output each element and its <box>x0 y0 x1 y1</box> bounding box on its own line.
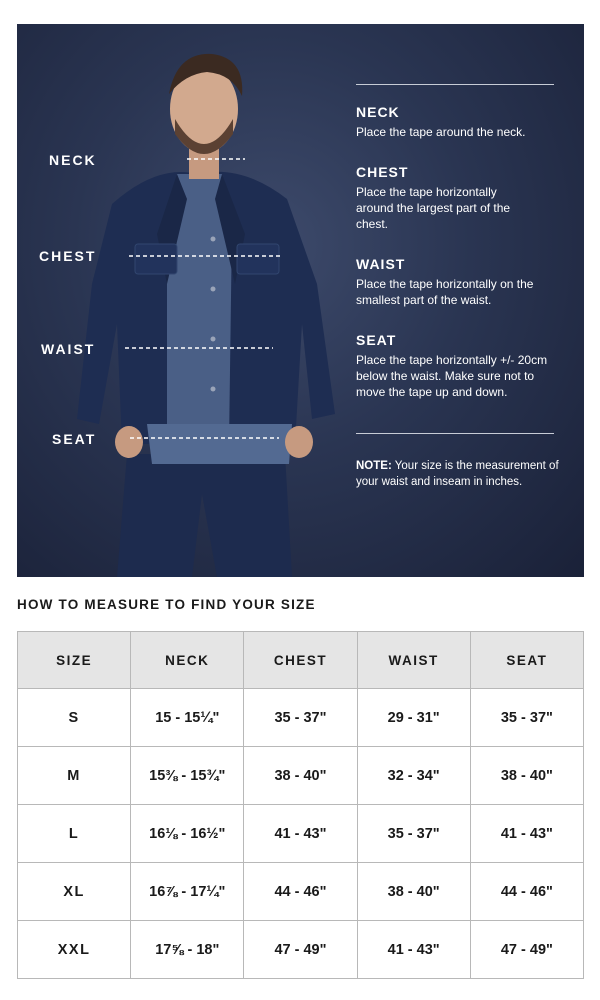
instruction-text: Place the tape horizontally around the largest part of the chest. <box>356 185 511 231</box>
table-row <box>18 805 584 863</box>
instruction-waist <box>356 256 546 308</box>
cell-waist: 35 - 37" <box>357 805 470 863</box>
divider-top <box>356 84 554 85</box>
table-row <box>18 747 584 805</box>
cell-chest: 44 - 46" <box>244 863 357 921</box>
header-size: SIZE <box>18 632 131 689</box>
note-label: NOTE: <box>356 460 392 472</box>
size-chart-table <box>17 631 584 979</box>
cell-chest: 47 - 49" <box>244 921 357 979</box>
cell-waist: 38 - 40" <box>357 863 470 921</box>
cell-seat: 38 - 40" <box>470 747 583 805</box>
seat-label: SEAT <box>52 431 97 447</box>
model-figure-illustration <box>17 24 357 577</box>
cell-seat: 47 - 49" <box>470 921 583 979</box>
cell-waist: 41 - 43" <box>357 921 470 979</box>
instruction-neck <box>356 104 561 140</box>
instruction-seat <box>356 332 551 400</box>
cell-neck: 15⅜ - 15¾" <box>131 747 244 805</box>
cell-waist: 32 - 34" <box>357 747 470 805</box>
chest-label: CHEST <box>39 248 97 264</box>
divider-bottom <box>356 433 554 434</box>
instruction-text: Place the tape horizontally +/- 20cm below the waist. Make sure not to move the tape up and down. <box>356 353 548 399</box>
cell-neck: 16⅞ - 17¼" <box>131 863 244 921</box>
size-note <box>356 458 566 490</box>
cell-chest: 35 - 37" <box>244 689 357 747</box>
cell-waist: 29 - 31" <box>357 689 470 747</box>
instruction-chest <box>356 164 531 232</box>
section-heading: HOW TO MEASURE TO FIND YOUR SIZE <box>17 597 316 612</box>
note-text: Your size is the measurement of your waist and inseam in inches. <box>356 460 559 488</box>
cell-seat: 35 - 37" <box>470 689 583 747</box>
cell-size: XXL <box>18 921 131 979</box>
cell-seat: 41 - 43" <box>470 805 583 863</box>
cell-seat: 44 - 46" <box>470 863 583 921</box>
cell-neck: 16⅛ - 16½" <box>131 805 244 863</box>
table-header-row <box>18 632 584 689</box>
table-row <box>18 689 584 747</box>
table-row <box>18 921 584 979</box>
cell-size: M <box>18 747 131 805</box>
measurement-guide-panel <box>17 24 584 577</box>
waist-label: WAIST <box>41 341 96 357</box>
header-neck: NECK <box>131 632 244 689</box>
instruction-text: Place the tape horizontally on the smallest part of the waist. <box>356 277 534 307</box>
header-seat: SEAT <box>470 632 583 689</box>
header-chest: CHEST <box>244 632 357 689</box>
neck-label: NECK <box>49 152 97 168</box>
header-waist: WAIST <box>357 632 470 689</box>
cell-neck: 15 - 15¼" <box>131 689 244 747</box>
instruction-text: Place the tape around the neck. <box>356 125 526 139</box>
table-row <box>18 863 584 921</box>
cell-size: XL <box>18 863 131 921</box>
cell-neck: 17⅝ - 18" <box>131 921 244 979</box>
instruction-title: WAIST <box>356 256 406 272</box>
cell-size: L <box>18 805 131 863</box>
instruction-title: CHEST <box>356 164 409 180</box>
cell-chest: 41 - 43" <box>244 805 357 863</box>
cell-size: S <box>18 689 131 747</box>
instruction-title: SEAT <box>356 332 397 348</box>
instruction-title: NECK <box>356 104 400 120</box>
cell-chest: 38 - 40" <box>244 747 357 805</box>
